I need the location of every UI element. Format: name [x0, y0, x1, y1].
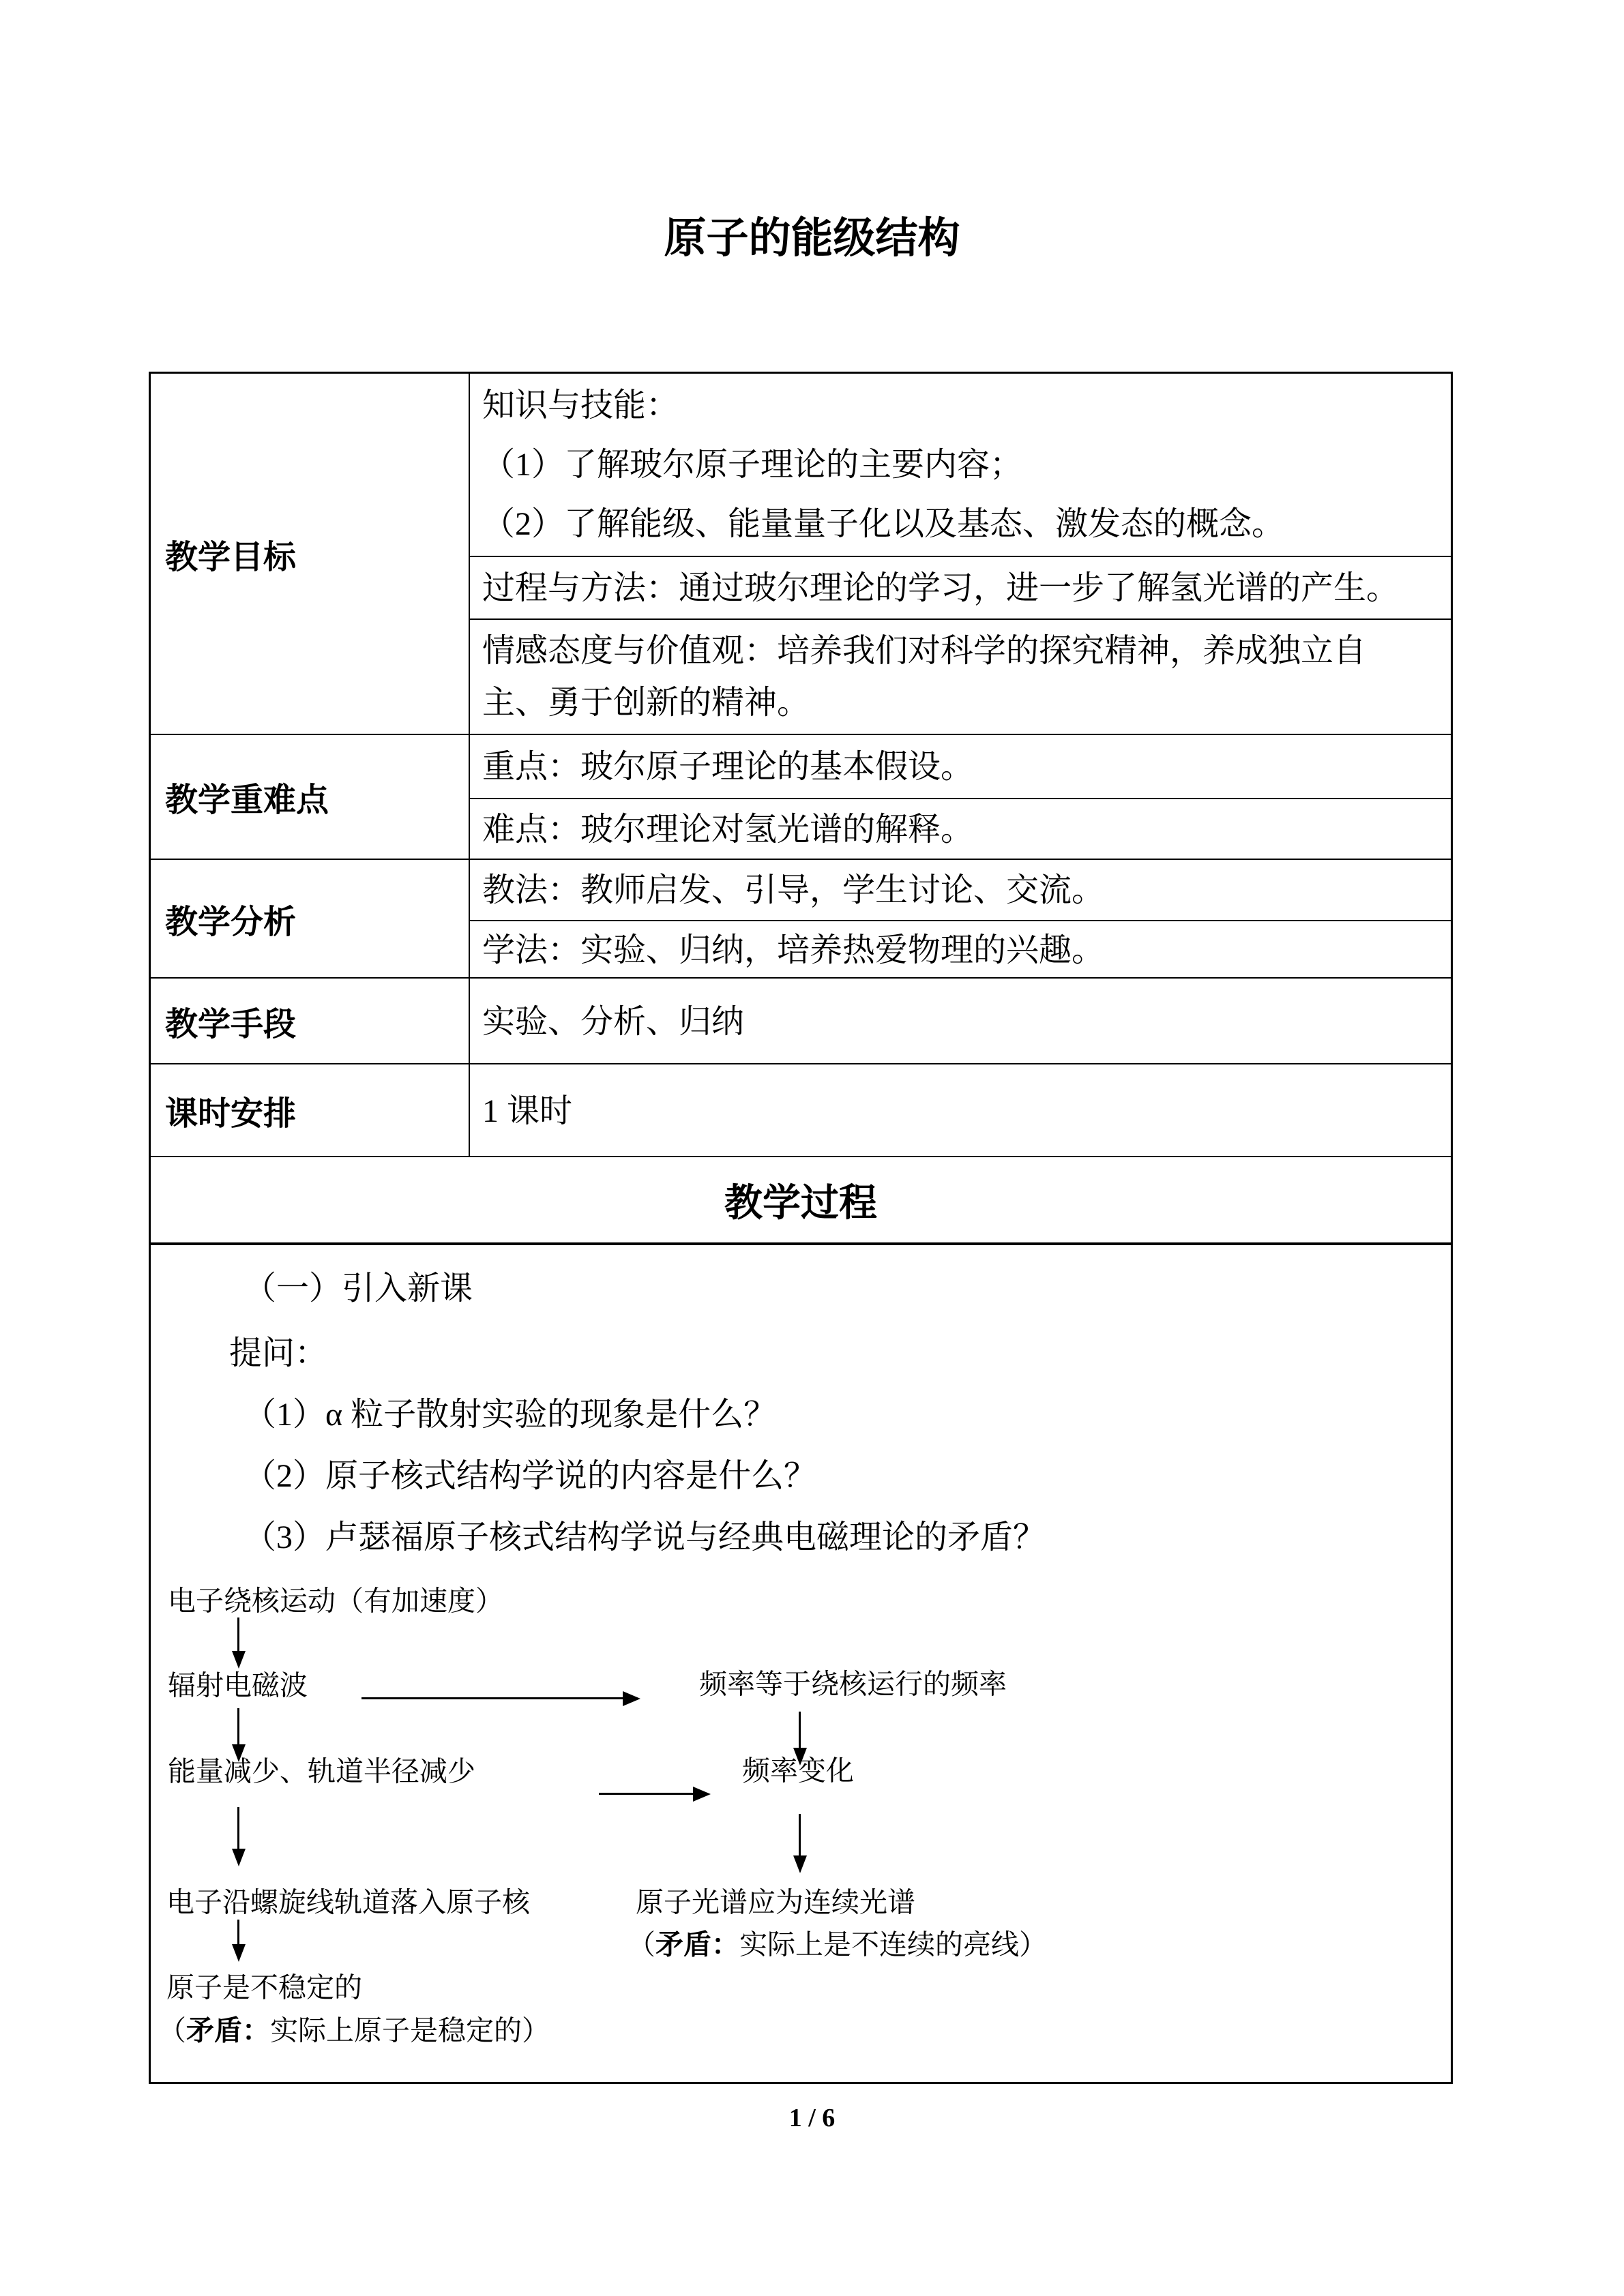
page-number: 1 / 6 [788, 2104, 836, 2132]
table-row-schedule [151, 1063, 1451, 1156]
paren-open: （ [158, 2014, 186, 2046]
table-row-objectives [151, 374, 1451, 734]
subrow-process-method [470, 556, 1451, 618]
text-line: 知识与技能： [482, 387, 679, 423]
subrow-difficult-point [470, 798, 1451, 860]
intro-prompt: 提问： [229, 1335, 328, 1372]
subrow-emotion-values [470, 618, 1451, 734]
row-label-key-difficult: 教学重难点 [151, 735, 470, 859]
process-content-cell [151, 1245, 1451, 2086]
subrow-schedule [470, 1064, 1451, 1157]
down-arrow-icon [237, 1708, 239, 1745]
contradiction-text: 实际上原子是稳定的） [270, 2014, 550, 2046]
section-header-process: 教学过程 [151, 1156, 1451, 1245]
row-label-objectives: 教学目标 [151, 374, 470, 734]
text-line: 情感态度与价值观：培养我们对科学的探究精神，养成独立自 [482, 632, 1367, 669]
subrow-knowledge-skills [470, 374, 1451, 556]
subrow-means [470, 979, 1451, 1064]
flow-node-radiate: 辐射电磁波 [168, 1669, 308, 1701]
flow-node-spiral: 电子沿螺旋线轨道落入原子核 [166, 1886, 530, 1918]
down-arrow-icon [799, 1712, 801, 1748]
flow-node-freq-change: 频率变化 [742, 1755, 854, 1787]
row-content-analysis [470, 860, 1451, 977]
flow-contradiction-stable [158, 2014, 550, 2047]
flow-node-freq-equal: 频率等于绕核运行的频率 [699, 1668, 1007, 1700]
down-arrow-icon [237, 1617, 239, 1652]
intro-heading: （一）引入新课 [243, 1270, 473, 1307]
row-label-means: 教学手段 [151, 979, 470, 1063]
text-line: 1 课时 [482, 1092, 573, 1129]
text-line: 实验、分析、归纳 [482, 1003, 745, 1040]
row-label-analysis: 教学分析 [151, 860, 470, 977]
text-line: （2）了解能级、能量量子化以及基态、激发态的概念。 [482, 506, 1285, 542]
flow-node-spectrum: 原子光谱应为连续光谱 [636, 1886, 915, 1918]
text-line: 主、勇于创新的精神。 [482, 684, 810, 721]
contradiction-label: 矛盾： [655, 1928, 739, 1960]
text-line: 难点：玻尔理论对氢光谱的解释。 [482, 811, 974, 848]
contradiction-text: 实际上是不连续的亮线） [739, 1928, 1047, 1960]
down-arrow-icon [799, 1814, 801, 1856]
down-arrow-icon [237, 1920, 239, 1945]
table-row-key-difficult [151, 734, 1451, 859]
text-line: 重点：玻尔原子理论的基本假设。 [482, 748, 974, 785]
table-row-analysis [151, 859, 1451, 977]
page-title: 原子的能级结构 [664, 215, 960, 262]
table-row-means [151, 977, 1451, 1063]
flow-node-unstable: 原子是不稳定的 [166, 1971, 362, 2003]
question-3: （3）卢瑟福原子核式结构学说与经典电磁理论的矛盾？ [243, 1519, 1046, 1556]
row-content-objectives [470, 374, 1451, 734]
flow-node-energy-decrease: 能量减少、轨道半径减少 [168, 1755, 475, 1787]
question-1: （1）α 粒子散射实验的现象是什么？ [243, 1397, 777, 1433]
row-content-schedule [470, 1064, 1451, 1156]
subrow-key-point [470, 735, 1451, 798]
text-line: 教法：教师启发、引导，学生讨论、交流。 [482, 871, 1105, 908]
right-arrow-icon [599, 1793, 694, 1795]
contradiction-label: 矛盾： [186, 2014, 270, 2046]
text-line: 学法：实验、归纳，培养热爱物理的兴趣。 [482, 931, 1105, 968]
flow-contradiction-spectrum [628, 1928, 1047, 1961]
subrow-learning-method [470, 920, 1451, 979]
question-2: （2）原子核式结构学说的内容是什么？ [243, 1458, 817, 1495]
subrow-teaching-method [470, 860, 1451, 920]
lesson-plan-table [149, 372, 1453, 2084]
right-arrow-icon [361, 1697, 623, 1699]
row-content-means [470, 979, 1451, 1063]
flow-node-electron-motion: 电子绕核运动（有加速度） [168, 1585, 503, 1617]
text-line: （1）了解玻尔原子理论的主要内容； [482, 447, 1023, 483]
row-label-schedule: 课时安排 [151, 1064, 470, 1156]
row-content-key-difficult [470, 735, 1451, 859]
paren-open: （ [628, 1928, 655, 1960]
text-line: 过程与方法：通过玻尔理论的学习，进一步了解氢光谱的产生。 [482, 569, 1400, 606]
down-arrow-icon [237, 1807, 239, 1849]
